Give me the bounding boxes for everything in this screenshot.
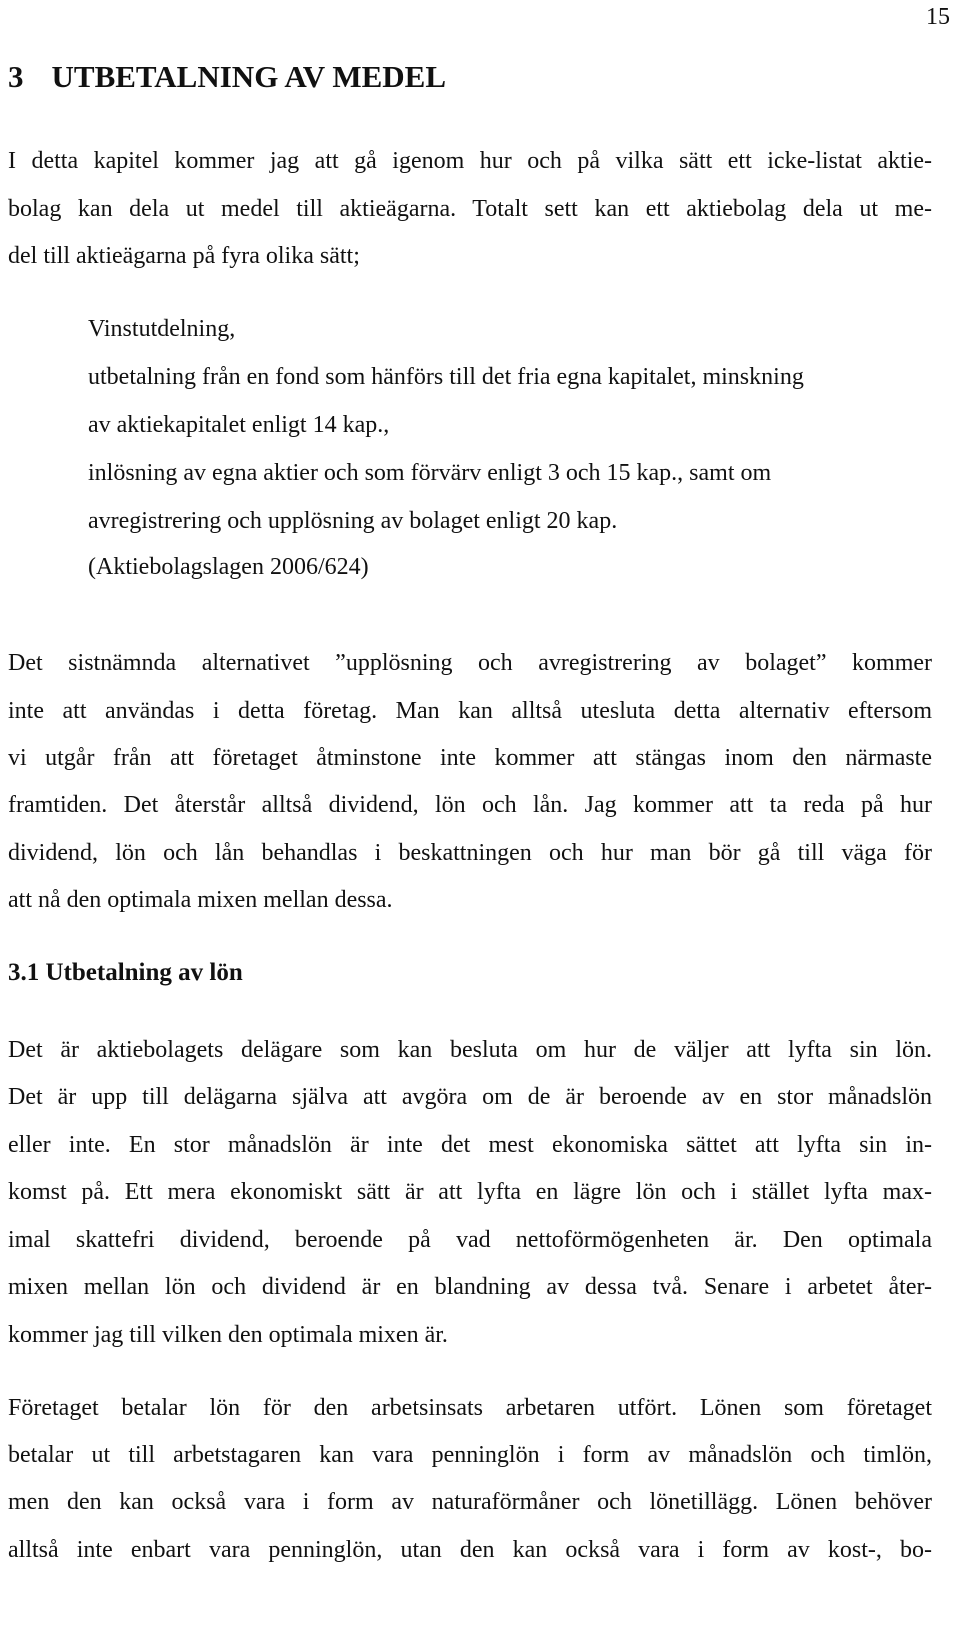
list-line: av aktiekapitalet enligt 14 kap., [88,412,390,438]
section-heading [8,958,243,988]
list-line: utbetalning från en fond som hänförs till det fria egna kapitalet, minskning [88,364,804,390]
paragraph-line: inte att användas i detta företag. Man kan alltså utesluta detta alternativ eftersom [8,698,932,724]
paragraph-line: mixen mellan lön och dividend är en blandning av dessa två. Senare i arbetet åter- [8,1274,932,1300]
paragraph-line: Det är aktiebolagets delägare som kan besluta om hur de väljer att lyfta sin lön. [8,1037,932,1063]
section-number: 3.1 [8,959,40,986]
paragraph-line: dividend, lön och lån behandlas i beskattningen och hur man bör gå till väga för [8,840,932,866]
list-line: Vinstutdelning, [88,316,236,342]
chapter-number: 3 [8,59,24,94]
intro-line: del till aktieägarna på fyra olika sätt; [8,243,360,269]
list-line: avregistrering och upplösning av bolaget enligt 20 kap. [88,508,618,534]
paragraph-line: imal skattefri dividend, beroende på vad nettoförmögenheten är. Den optimala [8,1227,932,1253]
paragraph-line: vi utgår från att företaget åtminstone inte kommer att stängas inom den närmaste [8,745,932,771]
paragraph-line: betalar ut till arbetstagaren kan vara penninglön i form av månadslön och timlön, [8,1442,932,1468]
intro-line: I detta kapitel kommer jag att gå igenom hur och på vilka sätt ett icke-listat aktie- [8,148,932,174]
chapter-title: UTBETALNING AV MEDEL [51,59,446,94]
page-number: 15 [926,4,950,30]
section-title: Utbetalning av lön [45,959,243,986]
paragraph-line: kommer jag till vilken den optimala mixen är. [8,1322,448,1348]
paragraph-line: framtiden. Det återstår alltså dividend, lön och lån. Jag kommer att ta reda på hur [8,792,932,818]
chapter-heading [8,58,446,96]
paragraph-line: Det sistnämnda alternativet ”upplösning och avregistrering av bolaget” kommer [8,650,932,676]
paragraph-line: Det är upp till delägarna själva att avgöra om de är beroende av en stor månadslön [8,1084,932,1110]
paragraph-line: alltså inte enbart vara penninglön, utan den kan också vara i form av kost-, bo- [8,1537,932,1563]
paragraph-line: eller inte. En stor månadslön är inte det mest ekonomiska sättet att lyfta sin in- [8,1132,932,1158]
paragraph-line: men den kan också vara i form av naturaförmåner och lönetillägg. Lönen behöver [8,1489,932,1515]
paragraph-line: komst på. Ett mera ekonomiskt sätt är att lyfta en lägre lön och i stället lyfta max- [8,1179,932,1205]
citation: (Aktiebolagslagen 2006/624) [88,554,369,580]
list-line: inlösning av egna aktier och som förvärv enligt 3 och 15 kap., samt om [88,460,772,486]
paragraph-line: Företaget betalar lön för den arbetsinsats arbetaren utfört. Lönen som företaget [8,1395,932,1421]
intro-line: bolag kan dela ut medel till aktieägarna. Totalt sett kan ett aktiebolag dela ut me- [8,196,932,222]
paragraph-line: att nå den optimala mixen mellan dessa. [8,887,393,913]
